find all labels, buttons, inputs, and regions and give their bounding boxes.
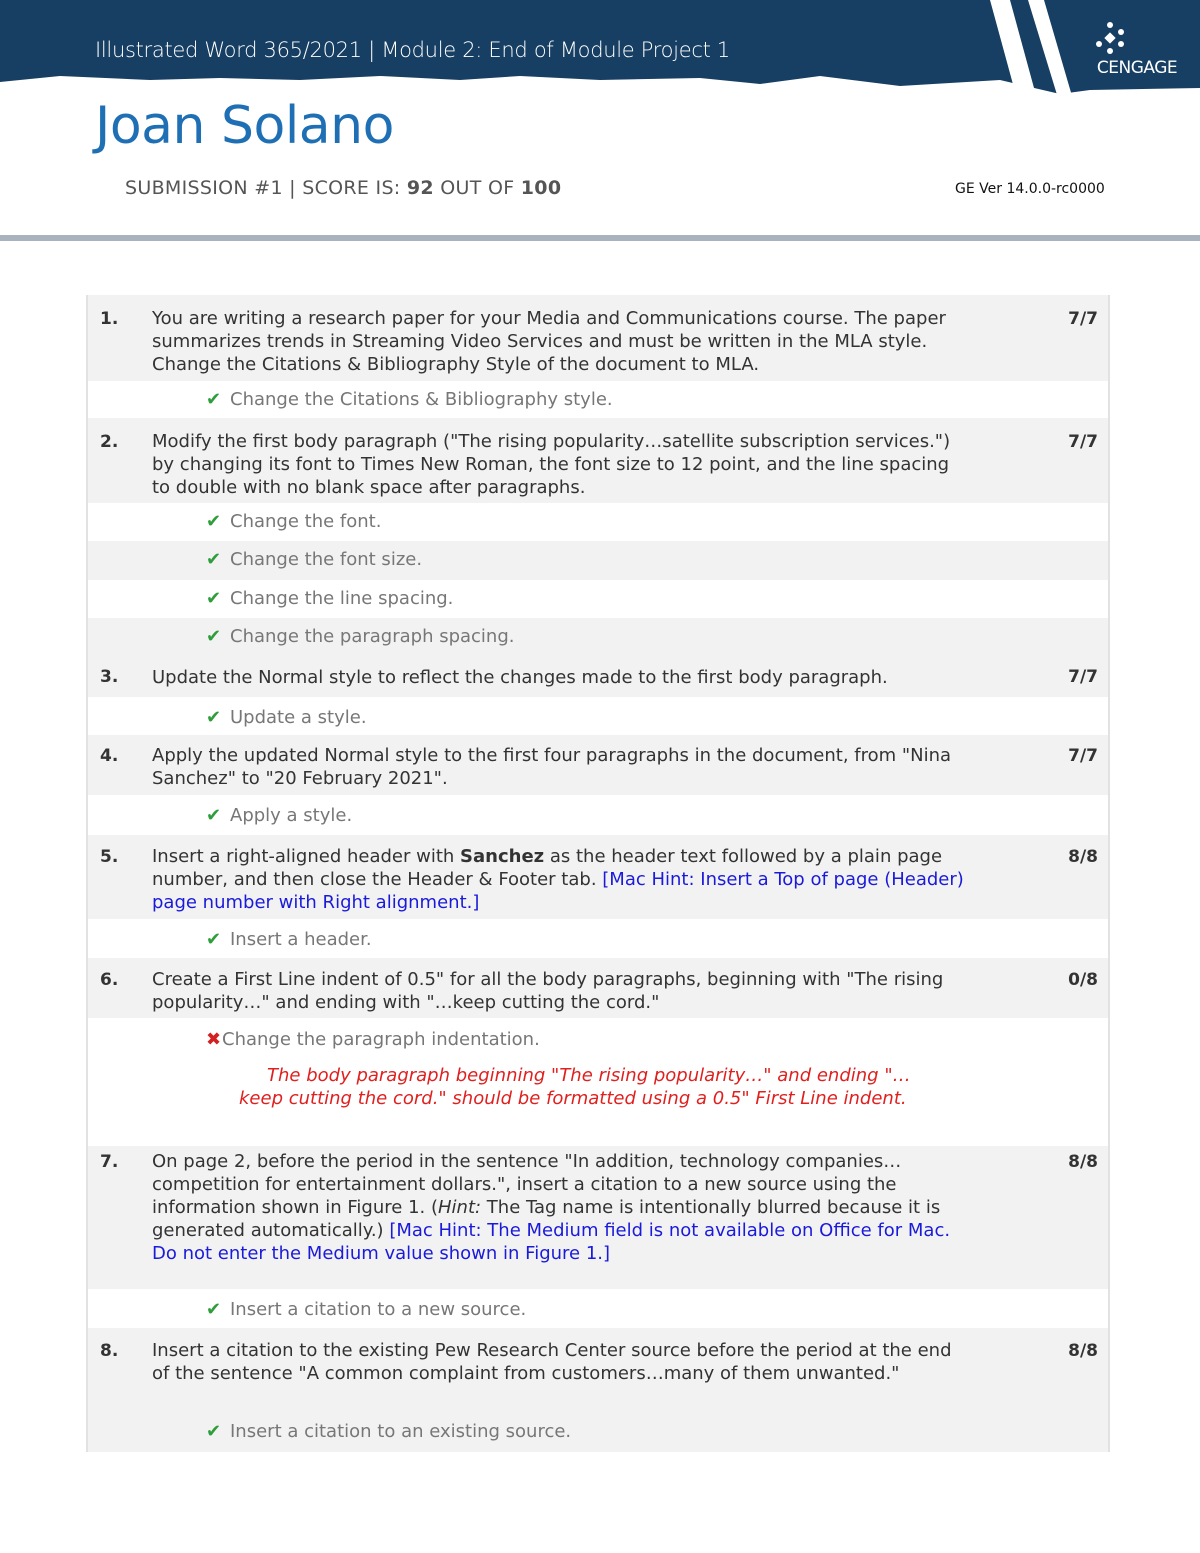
checkmark-icon: ✔ [206, 1299, 222, 1320]
check-item [206, 929, 372, 950]
check-label: Change the font size. [230, 549, 423, 570]
check-label: Update a style. [230, 707, 367, 728]
task-text-bold: Sanchez [460, 846, 545, 867]
task-row [88, 657, 1108, 697]
check-row [88, 541, 1108, 580]
check-item [206, 1421, 571, 1442]
check-row [88, 919, 1108, 958]
check-row [88, 697, 1108, 735]
cengage-logo-text: CENGAGE [1096, 58, 1178, 78]
task-score: 8/8 [1068, 1152, 1098, 1172]
error-feedback: The body paragraph beginning "The rising popularity…" and ending "…keep cutting the cord." should be formatted using a 0.5" First Line indent. [239, 1065, 911, 1109]
cengage-logo [1092, 20, 1192, 80]
check-label: Change the line spacing. [230, 588, 454, 609]
task-row [88, 295, 1108, 381]
mac-hint: [Mac Hint: The Medium field is not available on Office for Mac. Do not enter the Medium value shown in Figure 1.] [152, 1220, 951, 1264]
check-item [206, 626, 514, 647]
task-row [88, 958, 1108, 1018]
check-label: Change the font. [230, 511, 382, 532]
task-number: 8. [100, 1341, 119, 1361]
check-label: Insert a header. [230, 929, 372, 950]
check-item [206, 1299, 526, 1320]
submission-score [125, 177, 561, 199]
task-text: Insert a right-aligned header with [152, 846, 461, 867]
cross-icon: ✖ [206, 1029, 222, 1050]
header-banner [0, 0, 1200, 110]
task-text-italic: Hint: [438, 1197, 482, 1218]
check-item [206, 511, 381, 532]
check-label: Change the paragraph indentation. [222, 1029, 540, 1050]
checkmark-icon: ✔ [206, 549, 222, 570]
task-row [88, 1328, 1108, 1413]
task-number: 3. [100, 667, 119, 687]
task-score: 8/8 [1068, 847, 1098, 867]
check-label: Insert a citation to a new source. [230, 1299, 527, 1320]
check-row [88, 503, 1108, 541]
task-description [152, 1150, 972, 1265]
task-description: Apply the updated Normal style to the first four paragraphs in the document, from "Nina Sanchez" to "20 February 2021". [152, 745, 952, 789]
task-score: 7/7 [1068, 746, 1098, 766]
task-score: 7/7 [1068, 432, 1098, 452]
cengage-logo-icon [1092, 20, 1128, 56]
check-label: Insert a citation to an existing source. [230, 1421, 572, 1442]
out-of-label: OUT OF [433, 177, 521, 199]
score-value: 92 [406, 177, 434, 199]
task-score: 8/8 [1068, 1341, 1098, 1361]
check-item [206, 1029, 540, 1050]
task-description [152, 845, 972, 914]
task-row [88, 735, 1108, 795]
check-label: Apply a style. [230, 805, 353, 826]
check-item [206, 707, 367, 728]
check-item [206, 588, 453, 609]
version-label: GE Ver 14.0.0-rc0000 [955, 181, 1105, 197]
student-name: Joan Solano [95, 96, 394, 156]
check-label: Change the Citations & Bibliography style. [230, 389, 613, 410]
check-row [88, 580, 1108, 618]
task-number: 5. [100, 847, 119, 867]
task-row [88, 1146, 1108, 1289]
task-number: 1. [100, 309, 119, 329]
checkmark-icon: ✔ [206, 389, 222, 410]
check-item [206, 389, 613, 410]
checkmark-icon: ✔ [206, 626, 222, 647]
task-number: 7. [100, 1152, 119, 1172]
checkmark-icon: ✔ [206, 1421, 222, 1442]
task-number: 4. [100, 746, 119, 766]
task-description: Update the Normal style to reflect the changes made to the first body paragraph. [152, 667, 888, 688]
check-label: Change the paragraph spacing. [230, 626, 515, 647]
check-item [206, 549, 422, 570]
submission-prefix: SUBMISSION #1 | SCORE IS: [125, 177, 407, 199]
task-row [88, 418, 1108, 503]
check-item [206, 805, 352, 826]
task-description: Insert a citation to the existing Pew Research Center source before the period at the end of the sentence "A common complaint from customers…many of them unwanted." [152, 1340, 952, 1384]
results-table [86, 295, 1110, 1452]
check-row [88, 1018, 1108, 1146]
task-number: 2. [100, 432, 119, 452]
task-number: 6. [100, 970, 119, 990]
checkmark-icon: ✔ [206, 707, 222, 728]
checkmark-icon: ✔ [206, 511, 222, 532]
task-description: Modify the first body paragraph ("The rising popularity…satellite subscription services.") by changing its font to Times New Roman, the font size to 12 point, and the line spacing to double with no blank space after paragraphs. [152, 431, 951, 498]
checkmark-icon: ✔ [206, 588, 222, 609]
check-row [88, 618, 1108, 657]
check-row [88, 795, 1108, 835]
check-row [88, 1413, 1108, 1452]
check-row [88, 1289, 1108, 1328]
course-title: Illustrated Word 365/2021 | Module 2: End of Module Project 1 [95, 38, 730, 62]
task-text: The Tag name is intentionally blurred because it is generated automatically.) [152, 1197, 941, 1241]
task-row [88, 835, 1108, 919]
task-text: as the header text followed by a plain page number, and then close the Header & Footer tab. [152, 846, 943, 890]
task-description: Create a First Line indent of 0.5" for all the body paragraphs, beginning with "The rising popularity…" and ending with "…keep cutting the cord." [152, 969, 944, 1013]
check-row [88, 381, 1108, 418]
checkmark-icon: ✔ [206, 805, 222, 826]
task-score: 7/7 [1068, 667, 1098, 687]
task-score: 7/7 [1068, 309, 1098, 329]
task-score: 0/8 [1068, 970, 1098, 990]
mac-hint: [Mac Hint: Insert a Top of page (Header) page number with Right alignment.] [152, 869, 964, 913]
checkmark-icon: ✔ [206, 929, 222, 950]
task-description: You are writing a research paper for your Media and Communications course. The paper summarizes trends in Streaming Video Services and must be written in the MLA style. Change the Citations & Bibliography Style of the document to MLA. [152, 308, 946, 375]
score-total: 100 [520, 177, 562, 199]
divider [0, 235, 1200, 241]
task-text: On page 2, before the period in the sentence "In addition, technology companies…competition for entertainment dollars.", insert a citation to a new source using the information shown in Figure 1. ( [152, 1151, 902, 1218]
